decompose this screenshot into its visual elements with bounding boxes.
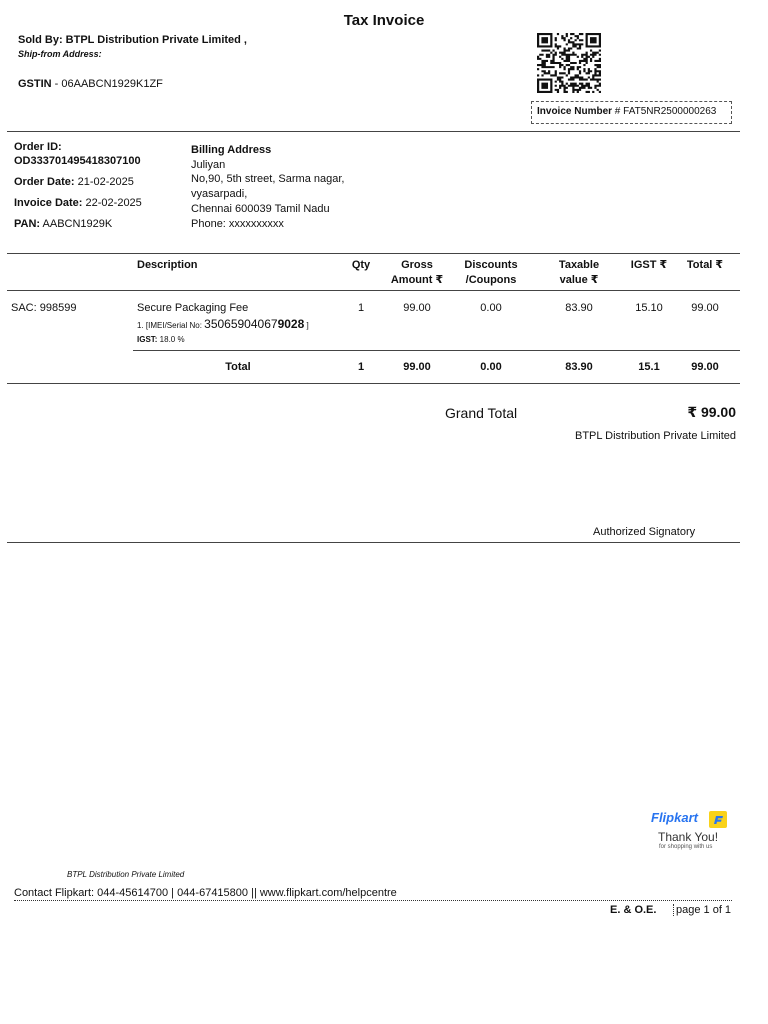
eoe-label: E. & O.E. [610,904,657,916]
table-total-line [133,350,740,351]
header-taxable-line1: Taxable [558,259,600,271]
qr-code-icon [537,33,601,93]
invoice-number-box [531,101,732,124]
invoice-date [14,197,142,209]
thank-you-tagline: for shopping with us [659,844,713,850]
grand-total-label: Grand Total [445,405,518,421]
billing-name: Juliyan [191,158,226,171]
pan-value: AABCN1929K [40,218,113,230]
header-divider [7,131,740,132]
row-serial [137,317,309,331]
order-date [14,176,142,188]
order-id-value: OD333701495418307100 [14,155,141,167]
order-id [14,140,142,168]
ship-from-label: Ship-from Address: [18,49,102,59]
row-discount: 0.00 [480,302,502,314]
header-taxable-line2: value ₹ [559,274,599,286]
billing-line3: Chennai 600039 Tamil Nadu [191,202,330,215]
invoice-date-value: 22-02-2025 [82,197,142,209]
flipkart-brand: Flipkart [651,810,698,825]
header-total: Total ₹ [686,259,724,271]
order-date-value: 21-02-2025 [74,176,134,188]
row-taxable: 83.90 [565,302,593,314]
document-title: Tax Invoice [343,12,425,29]
gstin-label: GSTIN [18,78,52,90]
order-date-label: Order Date: [14,176,75,188]
row-igst-rate-label: IGST: [137,335,158,344]
header-qty: Qty [351,259,371,271]
header-discounts-line1: Discounts [464,259,518,271]
billing-heading: Billing Address [191,144,272,156]
header-gross [382,258,452,288]
billing-line1: No,90, 5th street, Sarma nagar, [191,173,345,186]
grand-total-value: ₹ 99.00 [687,404,736,420]
signature-divider [7,542,740,543]
seller-company: BTPL Distribution Private Limited [575,430,736,442]
row-sac: SAC: 998599 [11,302,77,314]
order-info [14,140,142,236]
row-qty: 1 [357,302,365,314]
billing-line2: vyasarpadi, [191,188,248,201]
header-gross-line1: Gross [401,259,433,271]
totals-discount: 0.00 [480,361,502,373]
totals-taxable: 83.90 [565,361,593,373]
totals-total: 99.00 [691,361,719,373]
invoice-number-label: Invoice Number [537,106,613,117]
flipkart-bag-icon [708,809,728,829]
totals-label: Total [225,361,251,373]
footer-contact: Contact Flipkart: 044-45614700 | 044-67415800 || www.flipkart.com/helpcentre [14,887,397,899]
row-igst: 15.10 [635,302,663,314]
row-igst-rate-value: 18.0 % [157,335,185,344]
row-description: Secure Packaging Fee [137,302,249,314]
pan [14,218,142,230]
totals-qty: 1 [357,361,365,373]
gstin-value: - 06AABCN1929K1ZF [51,78,163,90]
billing-address [191,143,344,231]
row-serial-prefix: 1. [IMEI/Serial No: [137,321,205,330]
row-serial-suffix: ] [304,321,309,330]
header-taxable [543,258,615,288]
authorized-signatory: Authorized Signatory [593,526,696,538]
table-header-line [7,290,740,291]
header-discounts [455,258,527,288]
page-number: page 1 of 1 [673,904,731,916]
header-gross-line2: Amount ₹ [390,274,444,286]
invoice-date-label: Invoice Date: [14,197,83,209]
row-igst-rate [137,335,185,344]
row-gross: 99.00 [403,302,431,314]
header-description: Description [137,259,198,271]
row-serial-bold: 9028 [277,317,305,331]
gstin [18,78,163,90]
totals-gross: 99.00 [403,361,431,373]
order-id-label: Order ID: [14,141,62,153]
row-total: 99.00 [691,302,719,314]
pan-label: PAN: [14,218,41,230]
footer-divider [14,900,732,901]
billing-phone: Phone: xxxxxxxxxx [191,217,284,230]
sold-by: Sold By: BTPL Distribution Private Limited , [18,34,247,46]
footer-company: BTPL Distribution Private Limited [67,870,185,879]
table-top-line [7,253,740,254]
invoice-number-value: # FAT5NR2500000263 [612,106,717,117]
row-serial-main: 35065904067 [204,317,278,331]
flipkart-logo [650,808,732,853]
totals-igst: 15.1 [638,361,660,373]
thank-you-text: Thank You! [658,830,719,844]
table-bottom-line [7,383,740,384]
header-discounts-line2: /Coupons [465,274,517,286]
header-igst: IGST ₹ [630,259,668,271]
